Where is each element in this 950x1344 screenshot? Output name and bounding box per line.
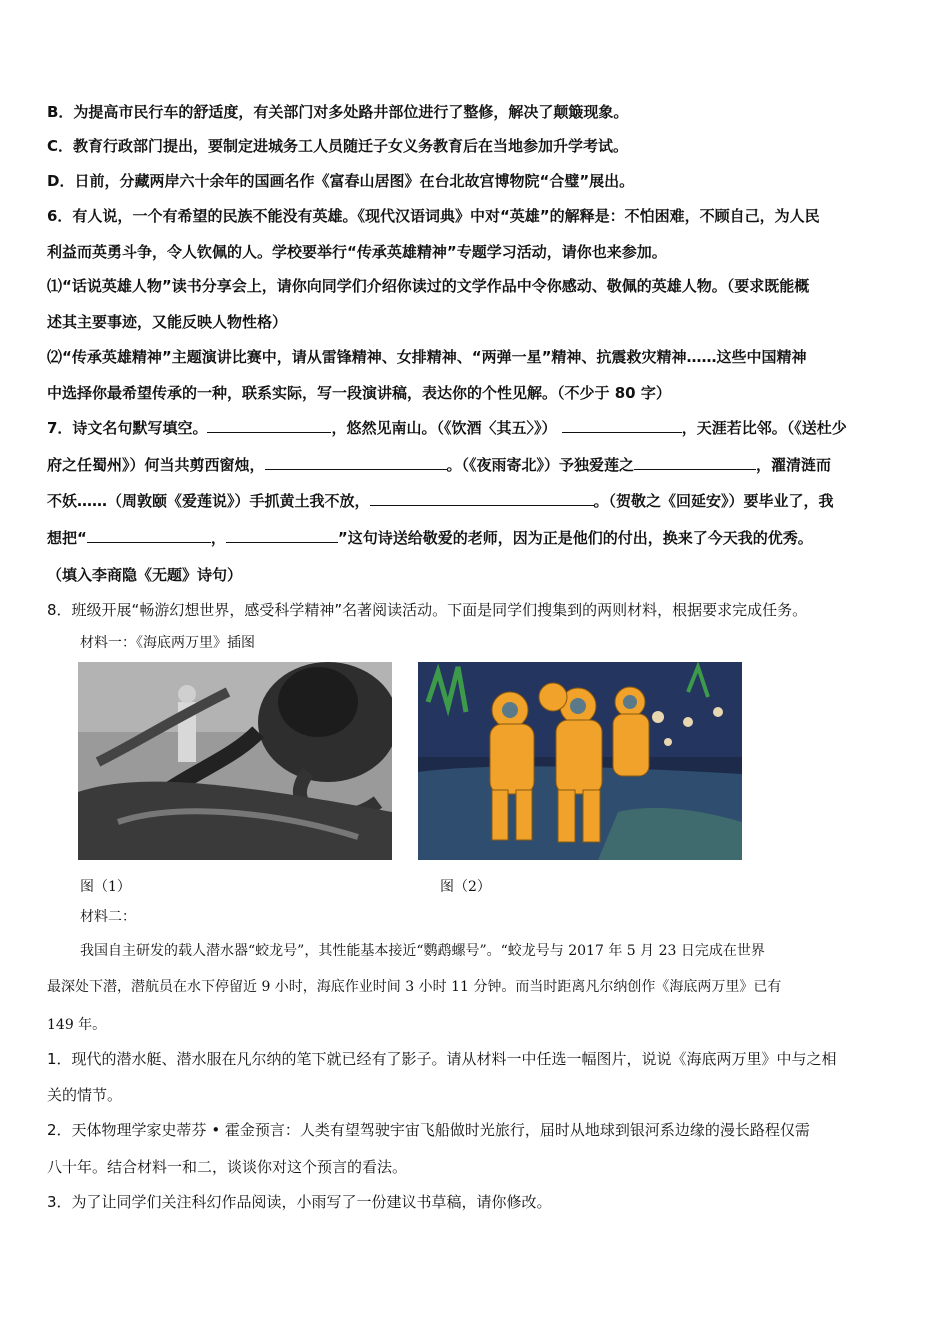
task-1-line-1: 1．现代的潜水艇、潜水服在凡尔纳的笔下就已经有了影子。请从材料一中任选一幅图片，说说《海底两万里》中与之相 bbox=[47, 1050, 837, 1068]
q7-text: ”这句诗送给敬爱的老师，因为正是他们的付出，换来了今天我的优秀。 bbox=[337, 529, 813, 547]
q7-text: 想把“ bbox=[47, 529, 87, 547]
blank bbox=[207, 417, 331, 433]
q7-text: 府之任蜀州》）何当共剪西窗烛， bbox=[47, 456, 265, 474]
figure-2-caption: 图（2） bbox=[440, 879, 491, 895]
task-1-line-2: 关的情节。 bbox=[47, 1086, 123, 1104]
task-2-line-2: 八十年。结合材料一和二，谈谈你对这个预言的看法。 bbox=[47, 1158, 408, 1176]
figure-1-caption: 图（1） bbox=[80, 879, 131, 895]
q7-text: 7．诗文名句默写填空。 bbox=[47, 419, 208, 437]
question-6-part-1-line-2: 述其主要事迹，又能反映人物性格） bbox=[47, 313, 288, 331]
question-6-part-2-line-1: ⑵“传承英雄精神”主题演讲比赛中，请从雷锋精神、女排精神、“两弹一星”精神、抗震救灾精神……这些中国精神 bbox=[47, 348, 807, 366]
material-2-line-3: 149 年。 bbox=[47, 1017, 107, 1033]
material-1-heading: 材料一：《海底两万里》插图 bbox=[80, 635, 255, 651]
question-7-line-2 bbox=[47, 454, 831, 475]
question-6-part-2-line-2: 中选择你最希望传承的一种，联系实际，写一段演讲稿，表达你的个性见解。（不少于 80 字） bbox=[47, 384, 671, 402]
blank bbox=[265, 454, 447, 470]
blank bbox=[634, 454, 756, 470]
material-2-heading: 材料二： bbox=[80, 909, 136, 925]
material-2-line-1: 我国自主研发的载人潜水器“蛟龙号”，其性能基本接近“鹦鹉螺号”。“蛟龙号与 2017 年 5 月 23 日完成在世界 bbox=[80, 943, 765, 959]
question-7-line-1 bbox=[47, 417, 847, 438]
q7-text: ，濯清涟而 bbox=[756, 456, 832, 474]
question-7-line-3 bbox=[47, 490, 834, 511]
q7-text: 不妖……（周敦颐《爱莲说》）手抓黄土我不放， bbox=[47, 492, 370, 510]
question-6-part-1-line-1: ⑴“话说英雄人物”读书分享会上，请你向同学们介绍你读过的文学作品中令你感动、敬佩的英雄人物。（要求既能概 bbox=[47, 277, 810, 295]
blank bbox=[370, 490, 594, 506]
material-2-line-2: 最深处下潜，潜航员在水下停留近 9 小时，海底作业时间 3 小时 11 分钟。而当时距离凡尔纳创作《海底两万里》已有 bbox=[47, 979, 782, 995]
q7-text: ，天涯若比邻。（《送杜少 bbox=[681, 419, 847, 437]
q7-text: 。（贺敬之《回延安》）要毕业了，我 bbox=[593, 492, 834, 510]
task-3: 3．为了让同学们关注科幻作品阅读，小雨写了一份建议书草稿，请你修改。 bbox=[47, 1193, 552, 1211]
question-8: 8．班级开展“畅游幻想世界，感受科学精神”名著阅读活动。下面是同学们搜集到的两则材料，根据要求完成任务。 bbox=[47, 601, 808, 619]
q7-text: 。（《夜雨寄北》）予独爱莲之 bbox=[446, 456, 635, 474]
blank bbox=[562, 417, 682, 433]
question-6-line-2: 利益而英勇斗争，令人钦佩的人。学校要举行“传承英雄精神”专题学习活动，请你也来参加。 bbox=[47, 243, 667, 261]
question-7-line-5: （填入李商隐《无题》诗句） bbox=[47, 566, 243, 584]
q7-text: ，悠然见南山。（《饮酒〈其五〉》） bbox=[331, 419, 557, 437]
blank bbox=[226, 527, 338, 543]
question-6-line-1: 6．有人说，一个有希望的民族不能没有英雄。《现代汉语词典》中对“英雄”的解释是：不怕困难，不顾自己，为人民 bbox=[47, 207, 820, 225]
option-c: C．教育行政部门提出，要制定进城务工人员随迁子女义务教育后在当地参加升学考试。 bbox=[47, 137, 629, 155]
task-2-line-1: 2．天体物理学家史蒂芬 • 霍金预言：人类有望驾驶宇宙飞船做时光旅行，届时从地球到银河系边缘的漫长路程仅需 bbox=[47, 1121, 810, 1139]
option-d: D．日前，分藏两岸六十余年的国画名作《富春山居图》在台北故宫博物院“合璧”展出。 bbox=[47, 172, 635, 190]
question-7-line-4 bbox=[47, 527, 813, 548]
q7-text: ， bbox=[210, 529, 226, 547]
blank bbox=[87, 527, 211, 543]
option-b: B．为提高市民行车的舒适度，有关部门对多处路井部位进行了整修，解决了颠簸现象。 bbox=[47, 103, 629, 121]
figure-1-image bbox=[78, 662, 392, 860]
figure-2-image bbox=[418, 662, 742, 860]
